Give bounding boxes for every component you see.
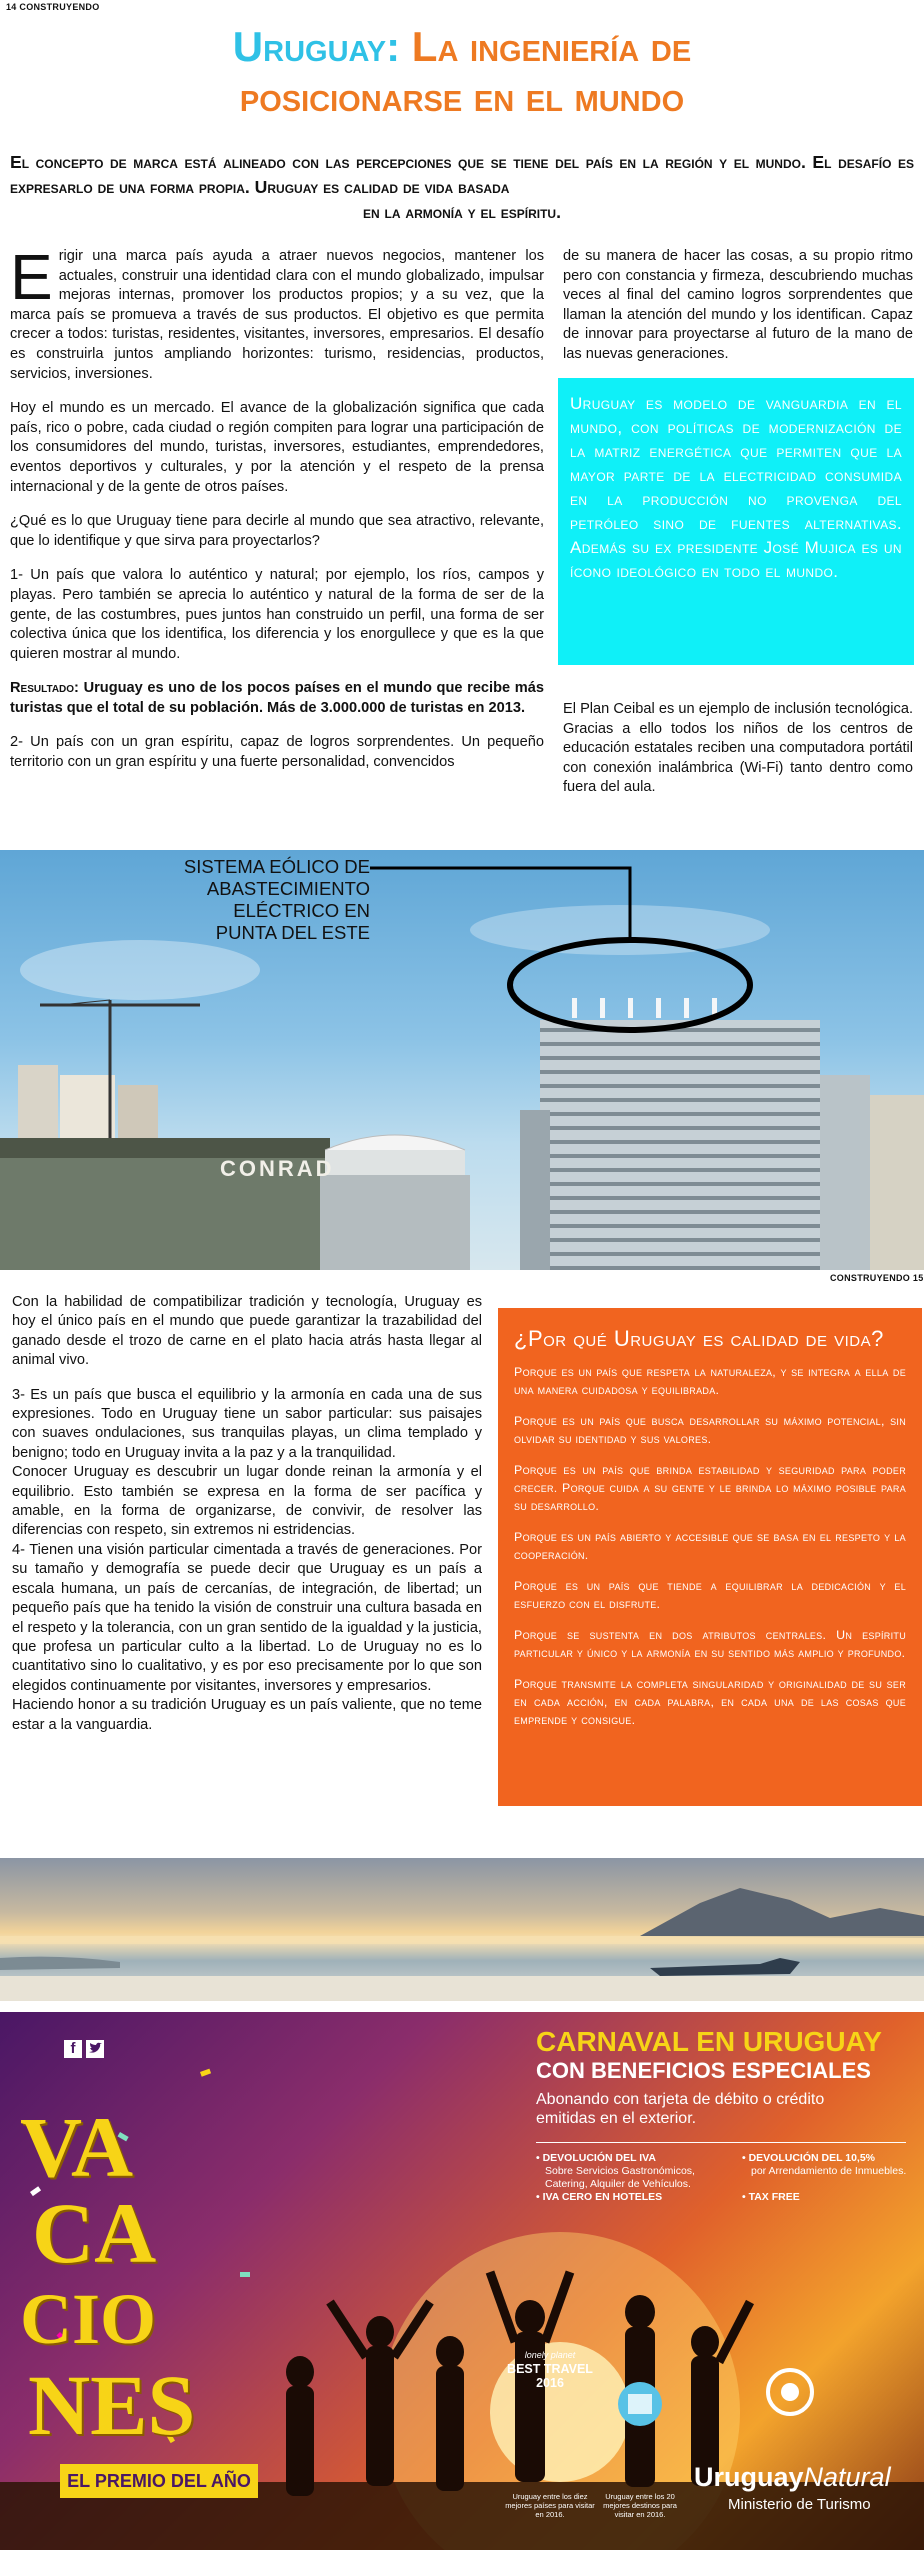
column-left (10, 241, 544, 788)
ad-divider (536, 2142, 906, 2143)
benefits-right (742, 2152, 917, 2204)
paragraph: 4- Tienen una visión particular cimentada a través de generaciones. Por su tamaño y demografía se puede decir que Uruguay es un país a escala humana, un país de cercanías, de integración, de libertad; un pequeño país que ha tenido la visión de construir una cultura basada en el respeto y la tolerancia, con un gran sentido de la igualdad y la justicia, que profesa un particular culto a la libertad. Lo de Uruguay no es lo cuantitativo sino lo cualitativo, y es por eso precisamente por lo que son elegidos continuamente por visitantes, inversores y empresarios. (12, 1541, 482, 1694)
facebook-icon: f (64, 2040, 82, 2058)
vacaciones-lettering (20, 2099, 240, 2453)
brand-name: Uruguay (694, 2462, 804, 2492)
highlight-box: Uruguay es modelo de vanguardia en el mundo, con políticas de modernización de la matriz energética que permiten que la mayor parte de la electricidad consumida en la producción no provenga del petróleo sino de fuentes alternativas. Además su ex presidente José Mujica es un ícono ideológico en todo el mundo. (558, 378, 914, 665)
vacaciones-letters: NES (28, 2357, 196, 2453)
beach-photo (0, 1858, 924, 2001)
paragraph: 2- Un país con un gran espíritu, capaz de logros sorprendentes. Un pequeño territorio con un gran espíritu y una fuerte personalidad, convencidos (10, 734, 544, 771)
paragraph: Haciendo honor a su tradición Uruguay es un país valiente, que no teme estar a la vanguardia. (12, 1697, 482, 1733)
benefit-title: • TAX FREE (742, 2191, 800, 2203)
column-right-bottom (563, 700, 913, 813)
twitter-icon (86, 2040, 104, 2058)
premio-label: EL PREMIO DEL AÑO (67, 2471, 251, 2491)
brand-name-2: Natural (803, 2462, 891, 2492)
sidebar-item: Porque se sustenta en dos atributos centrales. Un espíritu particular y único y la armonía en su sentido más amplio y profundo. (514, 1628, 906, 1660)
photo-caption: SISTEMA EÓLICO DE ABASTECIMIENTO ELÉCTRICO EN PUNTA DEL ESTE (183, 856, 370, 943)
ad-carnaval-uruguay (0, 2012, 924, 2550)
lonely-planet-logo: lonely planet (524, 2350, 576, 2360)
paragraph: Hoy el mundo es un mercado. El avance de la globalización significa que cada país, rico o pobre, cada ciudad o región compiten para lograr una participación de los consumidores del mundo, turistas, inversores, estudiantes, emprendedores, eventos deportivos y culturales, y por la atención y el respeto de la prensa internacional y de la gente de otros países. (10, 400, 544, 495)
column-lower-left (12, 1293, 482, 1750)
article-title (0, 22, 924, 122)
beach-illustration (0, 1858, 924, 2001)
ad-headline: CARNAVAL EN URUGUAY (536, 2026, 882, 2057)
paragraph: Con la habilidad de compatibilizar tradición y tecnología, Uruguay es hoy el único país en el mundo que puede garantizar la trazabilidad del ganado desde el trozo de carne en el plato hacia atrás hasta llegar al animal vivo. (12, 1294, 482, 1369)
ministry-label: Ministerio de Turismo (728, 2496, 871, 2513)
sidebar-item: Porque es un país que respeta la naturaleza, y se integra a ella de una manera cuidadosa y equilibrada. (514, 1365, 906, 1397)
result-paragraph: Resultado: Uruguay es uno de los pocos países en el mundo que recibe más turistas que el total de su población. Más de 3.000.000 de turistas en 2013. (10, 680, 544, 716)
benefit-title: • DEVOLUCIÓN DEL IVA (536, 2152, 656, 2164)
benefit-detail: Sobre Servicios Gastronómicos, Catering, Alquiler de Vehículos. (545, 2165, 695, 2190)
lead-line2: en la armonía y el espíritu. (362, 202, 561, 222)
benefit-title: • IVA CERO EN HOTELES (536, 2191, 663, 2203)
paragraph: Conocer Uruguay es descubrir un lugar donde reinan la armonía y el equilibrio. Esto también se expresa en la forma de ser pacífica y amable, en la forma de organizarse, de convivir, de resolver las diferencias con respeto, sin extremos ni estridencias. (12, 1464, 482, 1539)
paragraph: El Plan Ceibal es un ejemplo de inclusión tecnológica. Gracias a ello todos los niños de los centros de educación estatales reciben una computadora portátil con conexión inalámbrica (Wi-Fi) tanto dentro como fuera del aula. (563, 701, 913, 796)
result-label: Resultado: (10, 680, 79, 697)
photo-illustration (0, 850, 924, 1270)
sidebar-title: ¿Por qué Uruguay es calidad de vida? (514, 1326, 884, 1351)
vacaciones-letters: CA (32, 2185, 157, 2281)
paragraph-intro: Erigir una marca país ayuda a atraer nuevos negocios, mantener los actuales, construir una identidad clara con el mundo globalizado, impulsar mejoras internas, promover los productos propios; y a su vez, que la marca país se promueva a través de sus productos. El objetivo es que permita crecer a todos: turistas, residentes, visitantes, inversores, empresarios. El desafío es construirla juntos ampliando horizontes: turismo, residencias, productos, servicios, inversiones. (10, 241, 544, 382)
folio-left: 14 CONSTRUYENDO (6, 2, 100, 12)
article-lead (10, 150, 914, 225)
sidebar-item: Porque transmite la completa singularidad y originalidad de su ser en cada acción, en cada palabra, en cada una de las cosas que emprende y consigue. (514, 1677, 906, 1727)
best-travel-badge: BEST TRAVEL 2016 (507, 2362, 593, 2390)
paragraph: de su manera de hacer las cosas, a su propio ritmo pero con constancia y firmeza, descubriendo muchas veces al final del camino logros sorprendentes que llaman la atención del mundo y los identifican. Capaz de innovar para proyectarse al futuro de la mano de las nuevas generaciones. (563, 248, 913, 362)
uruguay-natural-logo (694, 2462, 924, 2492)
sidebar-item: Porque es un país que brinda estabilidad y seguridad para poder crecer. Porque cuida a su gente y le brinda lo máximo posible para su desarrollo. (514, 1463, 906, 1513)
folio-right: CONSTRUYENDO 15 (830, 1273, 924, 1283)
sidebar-calidad-de-vida (498, 1308, 922, 1806)
benefits-left (536, 2152, 736, 2204)
conrad-sign: CONRAD (220, 1156, 335, 1181)
title-line2: posicionarse en el mundo (239, 73, 685, 120)
lead-line1: El concepto de marca está alineado con las percepciones que se tiene del país en la región y el mundo. El desafío es expresarlo de una forma propia. Uruguay es calidad de vida basada (10, 152, 914, 197)
photo-punta-del-este (0, 850, 924, 1270)
vacaciones-letters: VA (20, 2099, 134, 2195)
ad-subhead: Abonando con tarjeta de débito o crédito emitidas en el exterior. (536, 2091, 825, 2127)
paragraph: 3- Es un país que busca el equilibrio y la armonía en cada una de sus expresiones. Todo en Uruguay tiene un sabor particular: sus paisajes con suaves ondulaciones, sus tranquilas playas, un clima templado y benigno; todo en Uruguay invita a la paz y a la tranquilidad. (12, 1386, 482, 1461)
benefit-detail: por Arrendamiento de Inmuebles. (751, 2165, 907, 2177)
column-right-top (563, 247, 913, 380)
paragraph: ¿Qué es lo que Uruguay tiene para decirle al mundo que sea atractivo, relevante, que lo identifique y que sirva para proyectarlos? (10, 513, 544, 549)
drop-cap: E (10, 241, 53, 313)
lp-caption: Uruguay entre los diez mejores países para visitar en 2016. (505, 2492, 595, 2519)
title-uruguay: Uruguay: (232, 23, 401, 70)
ad-headline-2: CON BENEFICIOS ESPECIALES (536, 2058, 871, 2083)
paragraph: 1- Un país que valora lo auténtico y natural; por ejemplo, los ríos, campos y playas. Pero también se aprecia lo auténtico y natural de la forma de ser de la gente, de las costumbres, pues juntos han construido un perfil, una forma de ser colectiva única que los identifica, los diferencia y los enorgullece y que es la que quieren mostrar al mundo. (10, 567, 544, 662)
vacaciones-letters: CIO (20, 2279, 157, 2359)
sidebar-item: Porque es un país que busca desarrollar su máximo potencial, sin olvidar su identidad y sus valores. (514, 1414, 906, 1446)
badge-caption: Uruguay entre los 20 mejores destinos para visitar en 2016. (603, 2492, 677, 2519)
benefit-title: • DEVOLUCIÓN DEL 10,5% (742, 2152, 876, 2164)
sidebar-item: Porque es un país abierto y accesible que se basa en el respeto y la cooperación. (514, 1530, 906, 1562)
title-rest: La ingeniería de (400, 23, 692, 70)
sidebar-item: Porque es un país que tiende a equilibrar la dedicación y el esfuerzo con el disfrute. (514, 1579, 906, 1611)
